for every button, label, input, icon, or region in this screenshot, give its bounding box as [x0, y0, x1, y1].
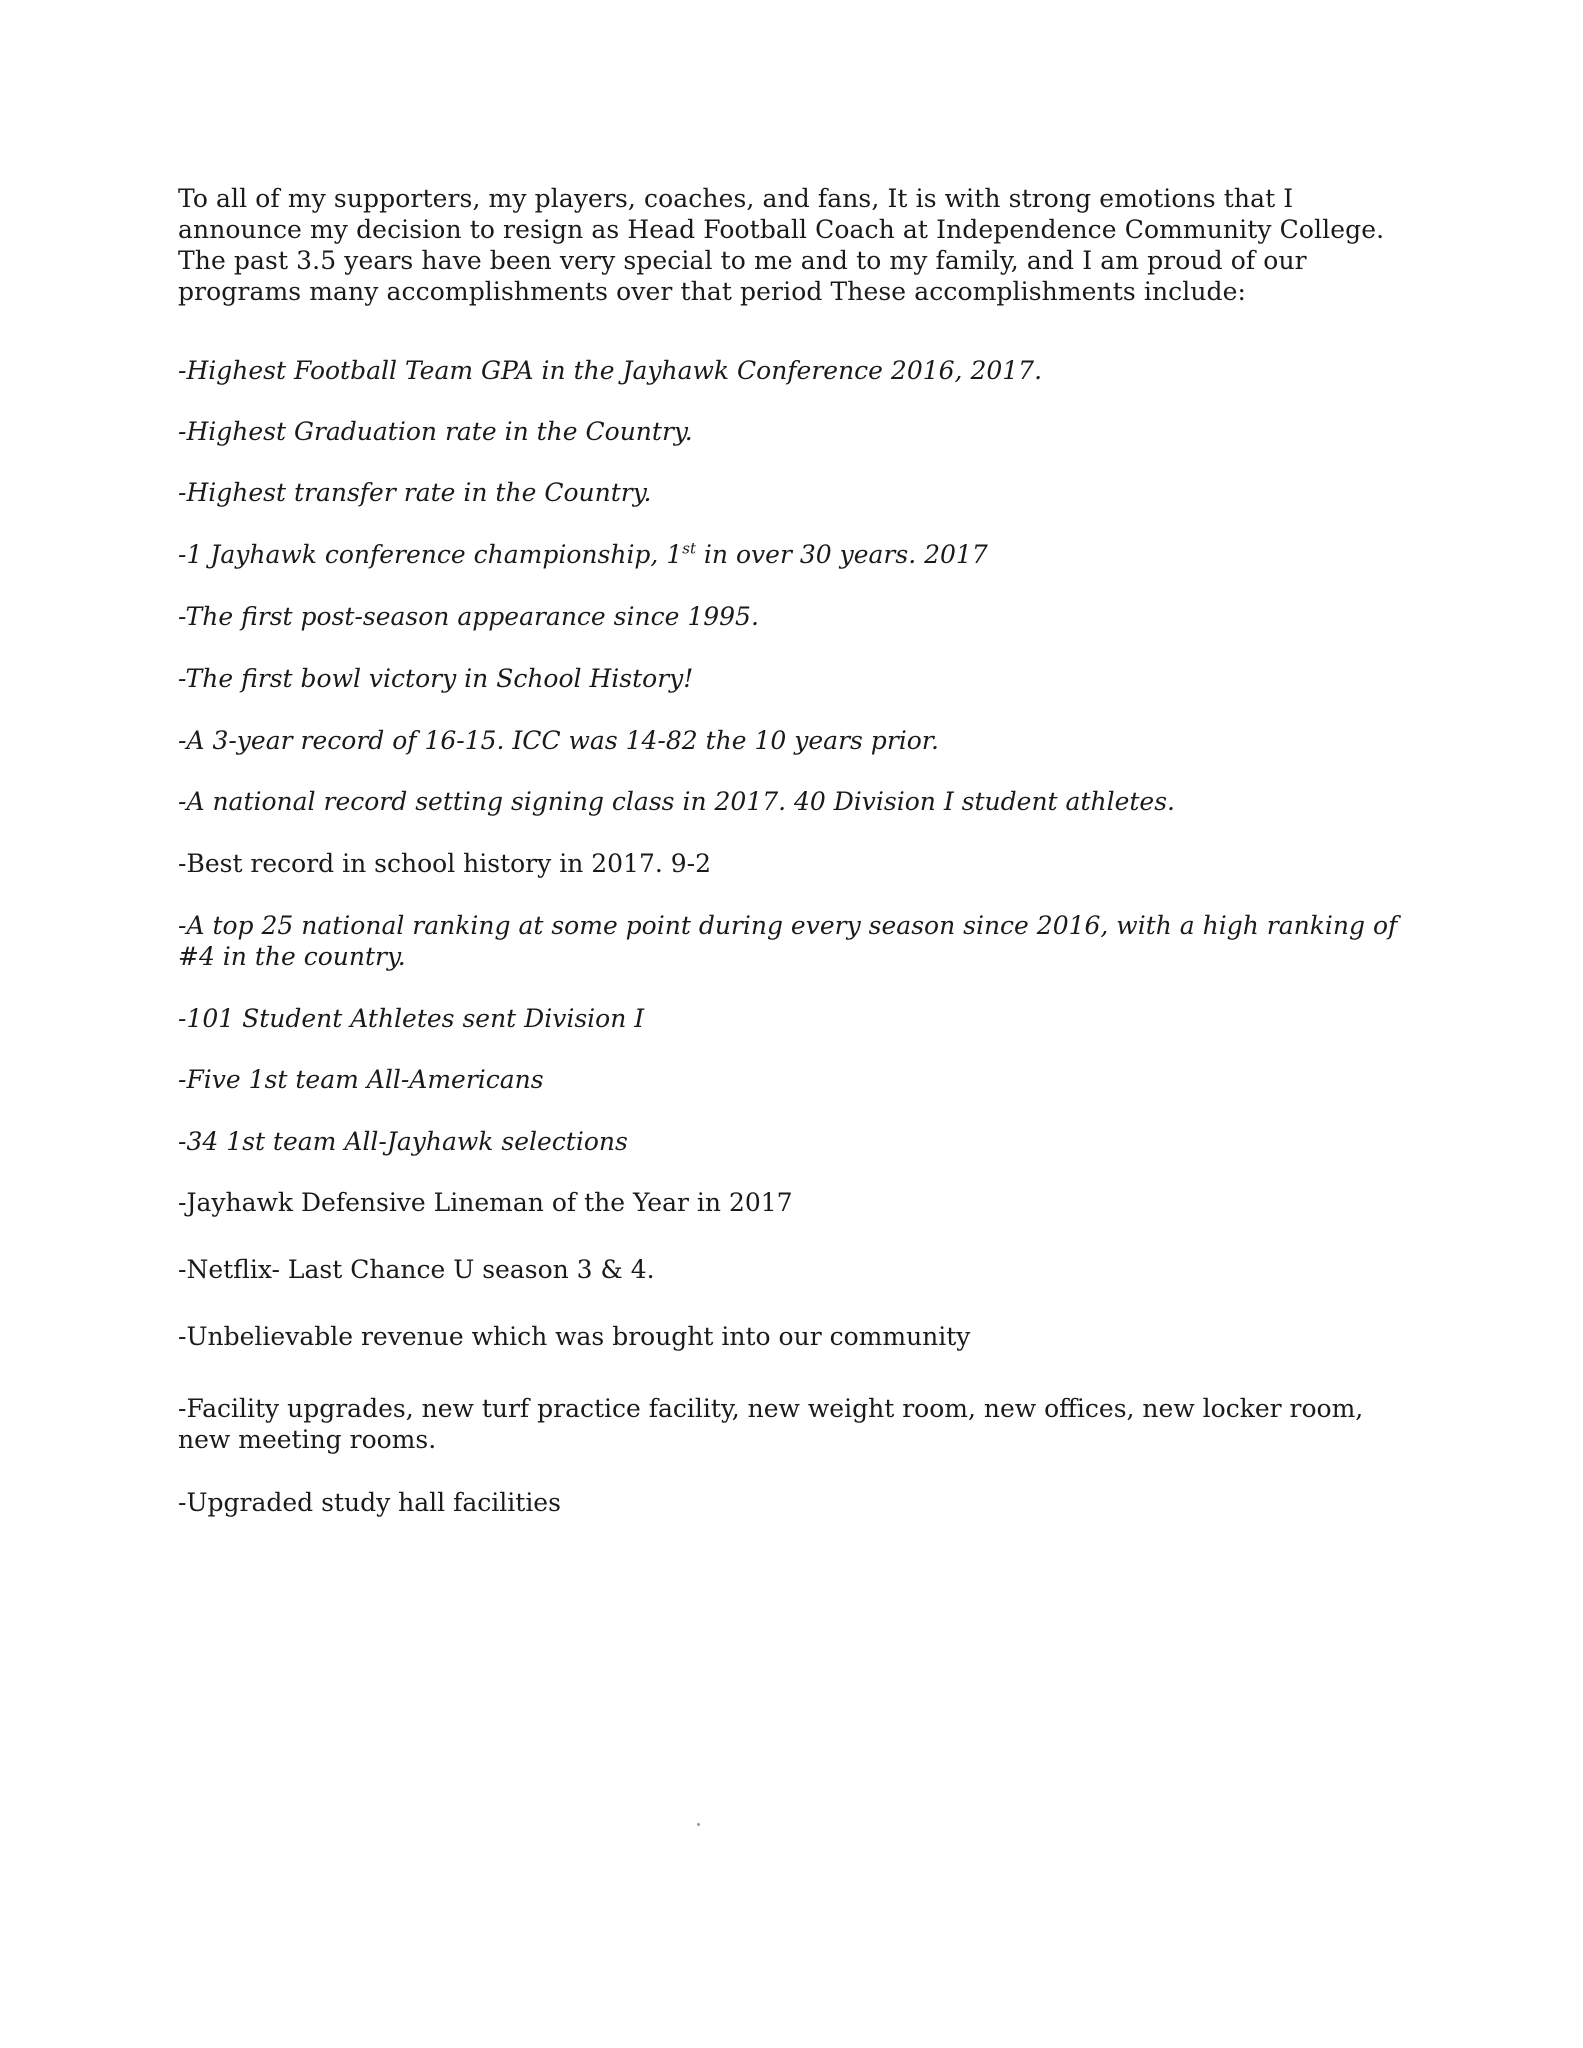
accomplishment-item: -Five 1st team All-Americans — [178, 1065, 544, 1094]
accomplishment-item: -Highest Football Team GPA in the Jayhawk Conference 2016, 2017. — [178, 356, 1043, 385]
accomplishment-item: -34 1st team All-Jayhawk selections — [178, 1127, 628, 1156]
accomplishment-item: -101 Student Athletes sent Division I — [178, 1004, 645, 1033]
accomplishment-item: -Unbelievable revenue which was brought into our community — [178, 1322, 971, 1351]
accomplishment-item: -The first post-season appearance since 1995. — [178, 602, 759, 631]
accomplishment-item: -Upgraded study hall facilities — [178, 1488, 561, 1517]
accomplishment-item: -Best record in school history in 2017. 9-2 — [178, 849, 712, 878]
accomplishment-text: in over 30 years. 2017 — [695, 540, 988, 569]
accomplishment-item: -A national record setting signing class in 2017. 40 Division I student athletes. — [178, 787, 1175, 816]
accomplishment-item: -A top 25 national ranking at some point during every season since 2016, with a high ranking of #4 in the country. — [178, 911, 1398, 971]
accomplishment-item: -The first bowl victory in School History! — [178, 664, 694, 693]
accomplishment-item: -A 3-year record of 16-15. ICC was 14-82 the 10 years prior. — [178, 726, 939, 755]
accomplishment-item: -Netflix- Last Chance U season 3 & 4. — [178, 1255, 655, 1284]
ordinal-superscript: st — [682, 539, 696, 558]
accomplishment-item: -Highest transfer rate in the Country. — [178, 478, 652, 507]
accomplishment-text: -1 Jayhawk conference championship, 1 — [178, 540, 683, 569]
scan-speck — [697, 1823, 700, 1826]
accomplishment-item — [178, 539, 1418, 570]
accomplishment-item: -Facility upgrades, new turf practice facility, new weight room, new offices, new locker room, new meeting rooms. — [178, 1394, 1364, 1454]
intro-paragraph: To all of my supporters, my players, coaches, and fans, It is with strong emotions that I announce my decision to resign as Head Football Coach at Independence Community College. The past 3.5 years have been very special to me and to my family, and I am proud of our programs many accomplishments over that period These accomplishments include: — [178, 184, 1385, 306]
accomplishment-item: -Jayhawk Defensive Lineman of the Year in 2017 — [178, 1188, 793, 1217]
accomplishment-item: -Highest Graduation rate in the Country. — [178, 417, 693, 446]
